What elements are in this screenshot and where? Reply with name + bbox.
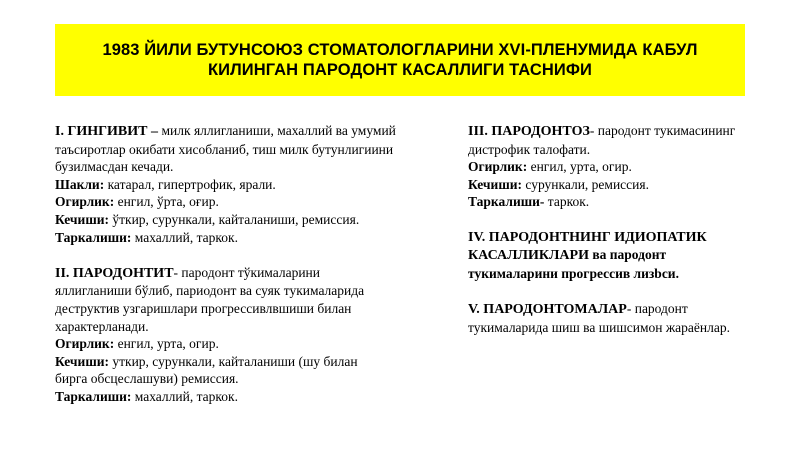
title-line-1: 1983 ЙИЛИ БУТУНСОЮЗ СТОМАТОЛОГЛАРИНИ XVI-ПЛЕНУМИДА КАБУЛ — [102, 41, 698, 59]
section-text: деструктив узгаришлари прогрессивлвшиши билан — [55, 300, 352, 316]
section-text: - пародонт тўкималарини — [173, 264, 321, 280]
field-label: Огирлик: — [468, 159, 528, 175]
section-idiopathic — [468, 229, 768, 283]
section-text: тукималарида шиш ва шишсимон жараёнлар. — [468, 319, 730, 335]
field-label: Таркалиши- — [468, 194, 545, 210]
left-column — [55, 122, 455, 406]
section-heading: КАСАЛЛИКЛАРИ — [468, 248, 589, 264]
section-gingivitis — [55, 122, 455, 246]
section-text: бузилмасдан кечади. — [55, 159, 174, 175]
field-value: таркок. — [544, 194, 590, 210]
title-banner — [55, 24, 745, 96]
section-heading-tail: тукималарини прогрессив лизbси. — [468, 265, 679, 281]
section-text: дистрофик талофати. — [468, 141, 591, 157]
field-value: енгил, урта, огир. — [114, 336, 219, 352]
section-heading-tail: ва пародонт — [588, 247, 667, 263]
field-label: Таркалиши: — [55, 229, 132, 245]
field-value: енгил, урта, огир. — [527, 159, 632, 175]
section-periodontomas — [468, 300, 768, 336]
field-label: Таркалиши: — [55, 388, 132, 404]
field-label: Огирлик: — [55, 336, 115, 352]
title-line-2: КИЛИНГАН ПАРОДОНТ КАСАЛЛИГИ ТАСНИФИ — [207, 61, 593, 79]
section-text: - пародонт — [626, 300, 688, 316]
field-value: бирга обсцеслашуви) ремиссия. — [55, 371, 239, 387]
section-heading: I. ГИНГИВИТ – — [55, 124, 162, 139]
section-text: милк яллигланиши, махаллий ва умумий — [161, 123, 396, 138]
field-label: Кечиши: — [55, 353, 109, 369]
field-label: Кечиши: — [55, 211, 109, 227]
field-label: Шакли: — [55, 176, 105, 192]
field-value: катарал, гипертрофик, ярали. — [104, 176, 276, 192]
field-value: енгил, ўрта, оғир. — [114, 194, 219, 210]
section-heading: III. ПАРОДОНТОЗ — [468, 124, 590, 139]
section-periodontosis — [468, 122, 768, 211]
section-text: - пародонт тукимасининг — [589, 123, 736, 138]
field-value: махаллий, таркок. — [131, 388, 238, 404]
field-label: Огирлик: — [55, 194, 115, 210]
field-value: махаллий, таркок. — [131, 229, 238, 245]
section-periodontitis — [55, 264, 455, 406]
right-column — [468, 122, 768, 336]
section-text: яллигланиши бўлиб, париодонт ва суяк тукималарида — [55, 283, 365, 299]
section-heading: V. ПАРОДОНТОМАЛАР — [468, 301, 627, 317]
section-heading: II. ПАРОДОНТИТ — [55, 265, 174, 281]
field-value: сурункали, ремиссия. — [522, 176, 649, 192]
field-value: уткир, сурункали, кайталаниши (шу билан — [109, 353, 358, 369]
field-value: ўткир, сурункали, кайталаниши, ремиссия. — [109, 211, 360, 227]
section-heading: IV. ПАРОДОНТНИНГ ИДИОПАТИК — [468, 229, 707, 245]
section-text: характерланади. — [55, 318, 149, 334]
field-label: Кечиши: — [468, 176, 522, 192]
section-text: таъсиротлар окибати хисобланиб, тиш милк бутунлигиини — [55, 141, 394, 157]
